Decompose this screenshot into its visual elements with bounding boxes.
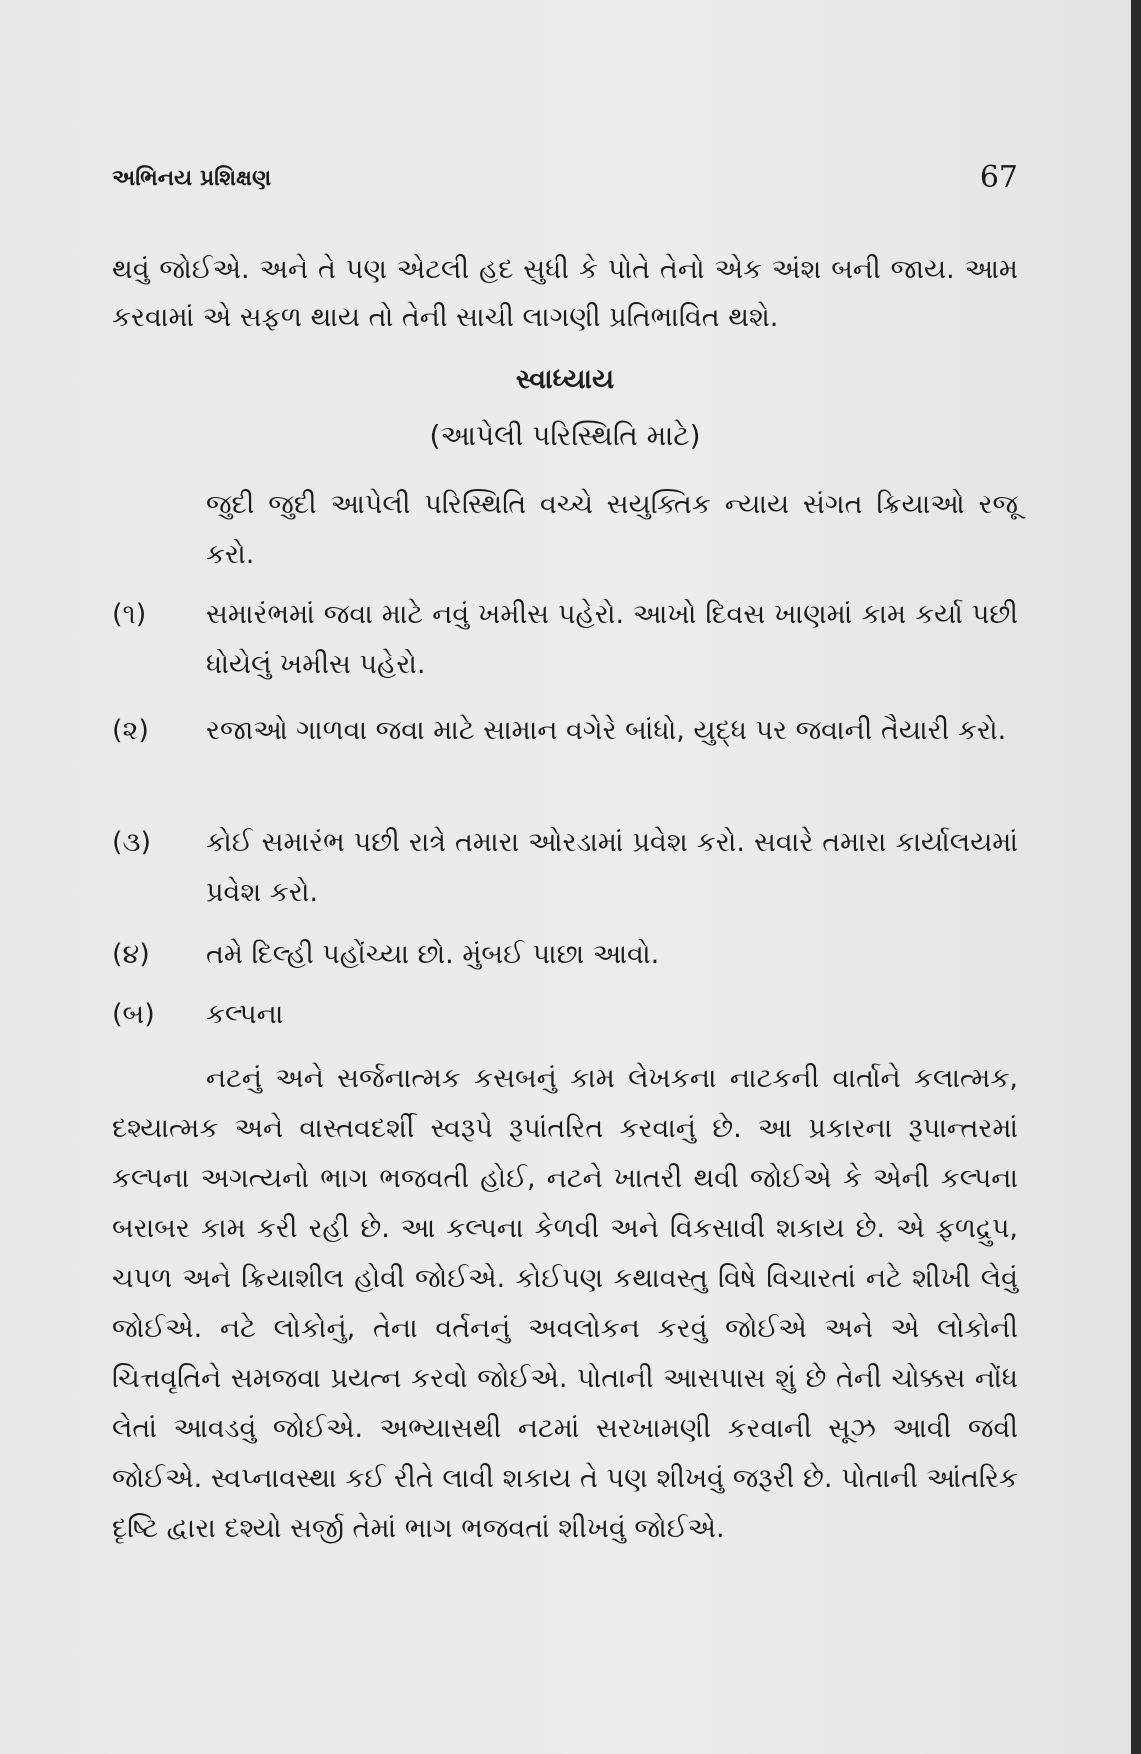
imagination-paragraph: નટનું અને સર્જનાત્મક કસબનું કામ લેખકના નાટકની વાર્તાને કલાત્મક, દશ્યાત્મક અને વાસ્તવદર્શી સ્વરૂપે રૂપાંતરિત કરવાનું છે. આ પ્રકારના રૂપાન્તરમાં કલ્પના અગત્યનો ભાગ ભજવતી હોઈ, નટને ખાતરી થવી જોઈએ કે એની કલ્પના બરાબર કામ કરી રહી છે. આ કલ્પના કેળવી અને વિકસાવી શકાય છે. એ ફળદ્રુપ, ચપળ અને ક્રિયાશીલ હોવી જોઈએ. કોઈપણ કથાવસ્તુ વિષે વિચારતાં નટે શીખી લેવું જોઈએ. નટે લોકોનું, તેના વર્તનનું અવલોકન કરવું જોઈએ અને એ લોકોની ચિત્તવૃતિને સમજવા પ્રયત્ન કરવો જોઈએ. પોતાની આસપાસ શું છે તેની ચોક્કસ નોંધ લેતાં આવડવું જોઈએ. અભ્યાસથી નટમાં સરખામણી કરવાની સૂઝ આવી જવી જોઈએ. સ્વપ્નાવસ્થા કઈ રીતે લાવી શકાય તે પણ શીખવું જરૂરી છે. પોતાની આંતરિક દૃષ્ટિ દ્વારા દશ્યો સર્જી તેમાં ભાગ ભજવતાં શીખવું જોઈએ. [112,1063,1018,1544]
section-title: સ્વાધ્યાય [515,364,615,395]
item-text: તમે દિલ્હી પહોંચ્યા છો. મુંબઈ પાછા આવો. [206,939,660,970]
section-item-b [112,990,1018,1040]
running-title: અભિનય પ્રશિક્ષણ [112,166,272,191]
running-header [112,160,1018,200]
item-text: કલ્પના [206,999,284,1030]
exercise-item [112,818,1018,918]
item-number: (૨) [112,715,149,746]
item-number: (૩) [112,827,152,858]
item-number: (બ) [112,999,155,1030]
intro-paragraph: થવું જોઈએ. અને તે પણ એટલી હદ સુધી કે પોતે તેનો એક અંશ બની જાય. આમ કરવામાં એ સફળ થાય તો તેની સાચી લાગણી પ્રતિભાવિત થશે. [112,254,1018,333]
item-number: (૪) [112,939,150,970]
page-number: 67 [979,160,1018,195]
item-text: સમારંભમાં જવા માટે નવું ખમીસ પહેરો. આખો દિવસ ખાણમાં કામ કર્યા પછી ધોયેલું ખમીસ પહેરો. [206,599,1018,680]
item-number: (૧) [112,599,147,630]
exercise-item [112,930,1018,980]
exercise-item [112,706,1018,756]
exercise-item [112,590,1018,690]
item-text: રજાઓ ગાળવા જવા માટે સામાન વગેરે બાંધો, યુદ્ધ પર જવાની તૈયારી કરો. [206,715,1007,746]
item-text: કોઈ સમારંભ પછી રાત્રે તમારા ઓરડામાં પ્રવેશ કરો. સવારે તમારા કાર્યાલયમાં પ્રવેશ કરો. [206,827,1018,908]
page-edge [1131,0,1141,1754]
section-subtitle: (આપેલી પરિસ્થિતિ માટે) [429,419,701,452]
exercise-instruction: જુદી જુદી આપેલી પરિસ્થિતિ વચ્ચે સયુક્તિક ન્યાય સંગત ક્રિયાઓ રજૂ કરો. [206,489,1018,570]
